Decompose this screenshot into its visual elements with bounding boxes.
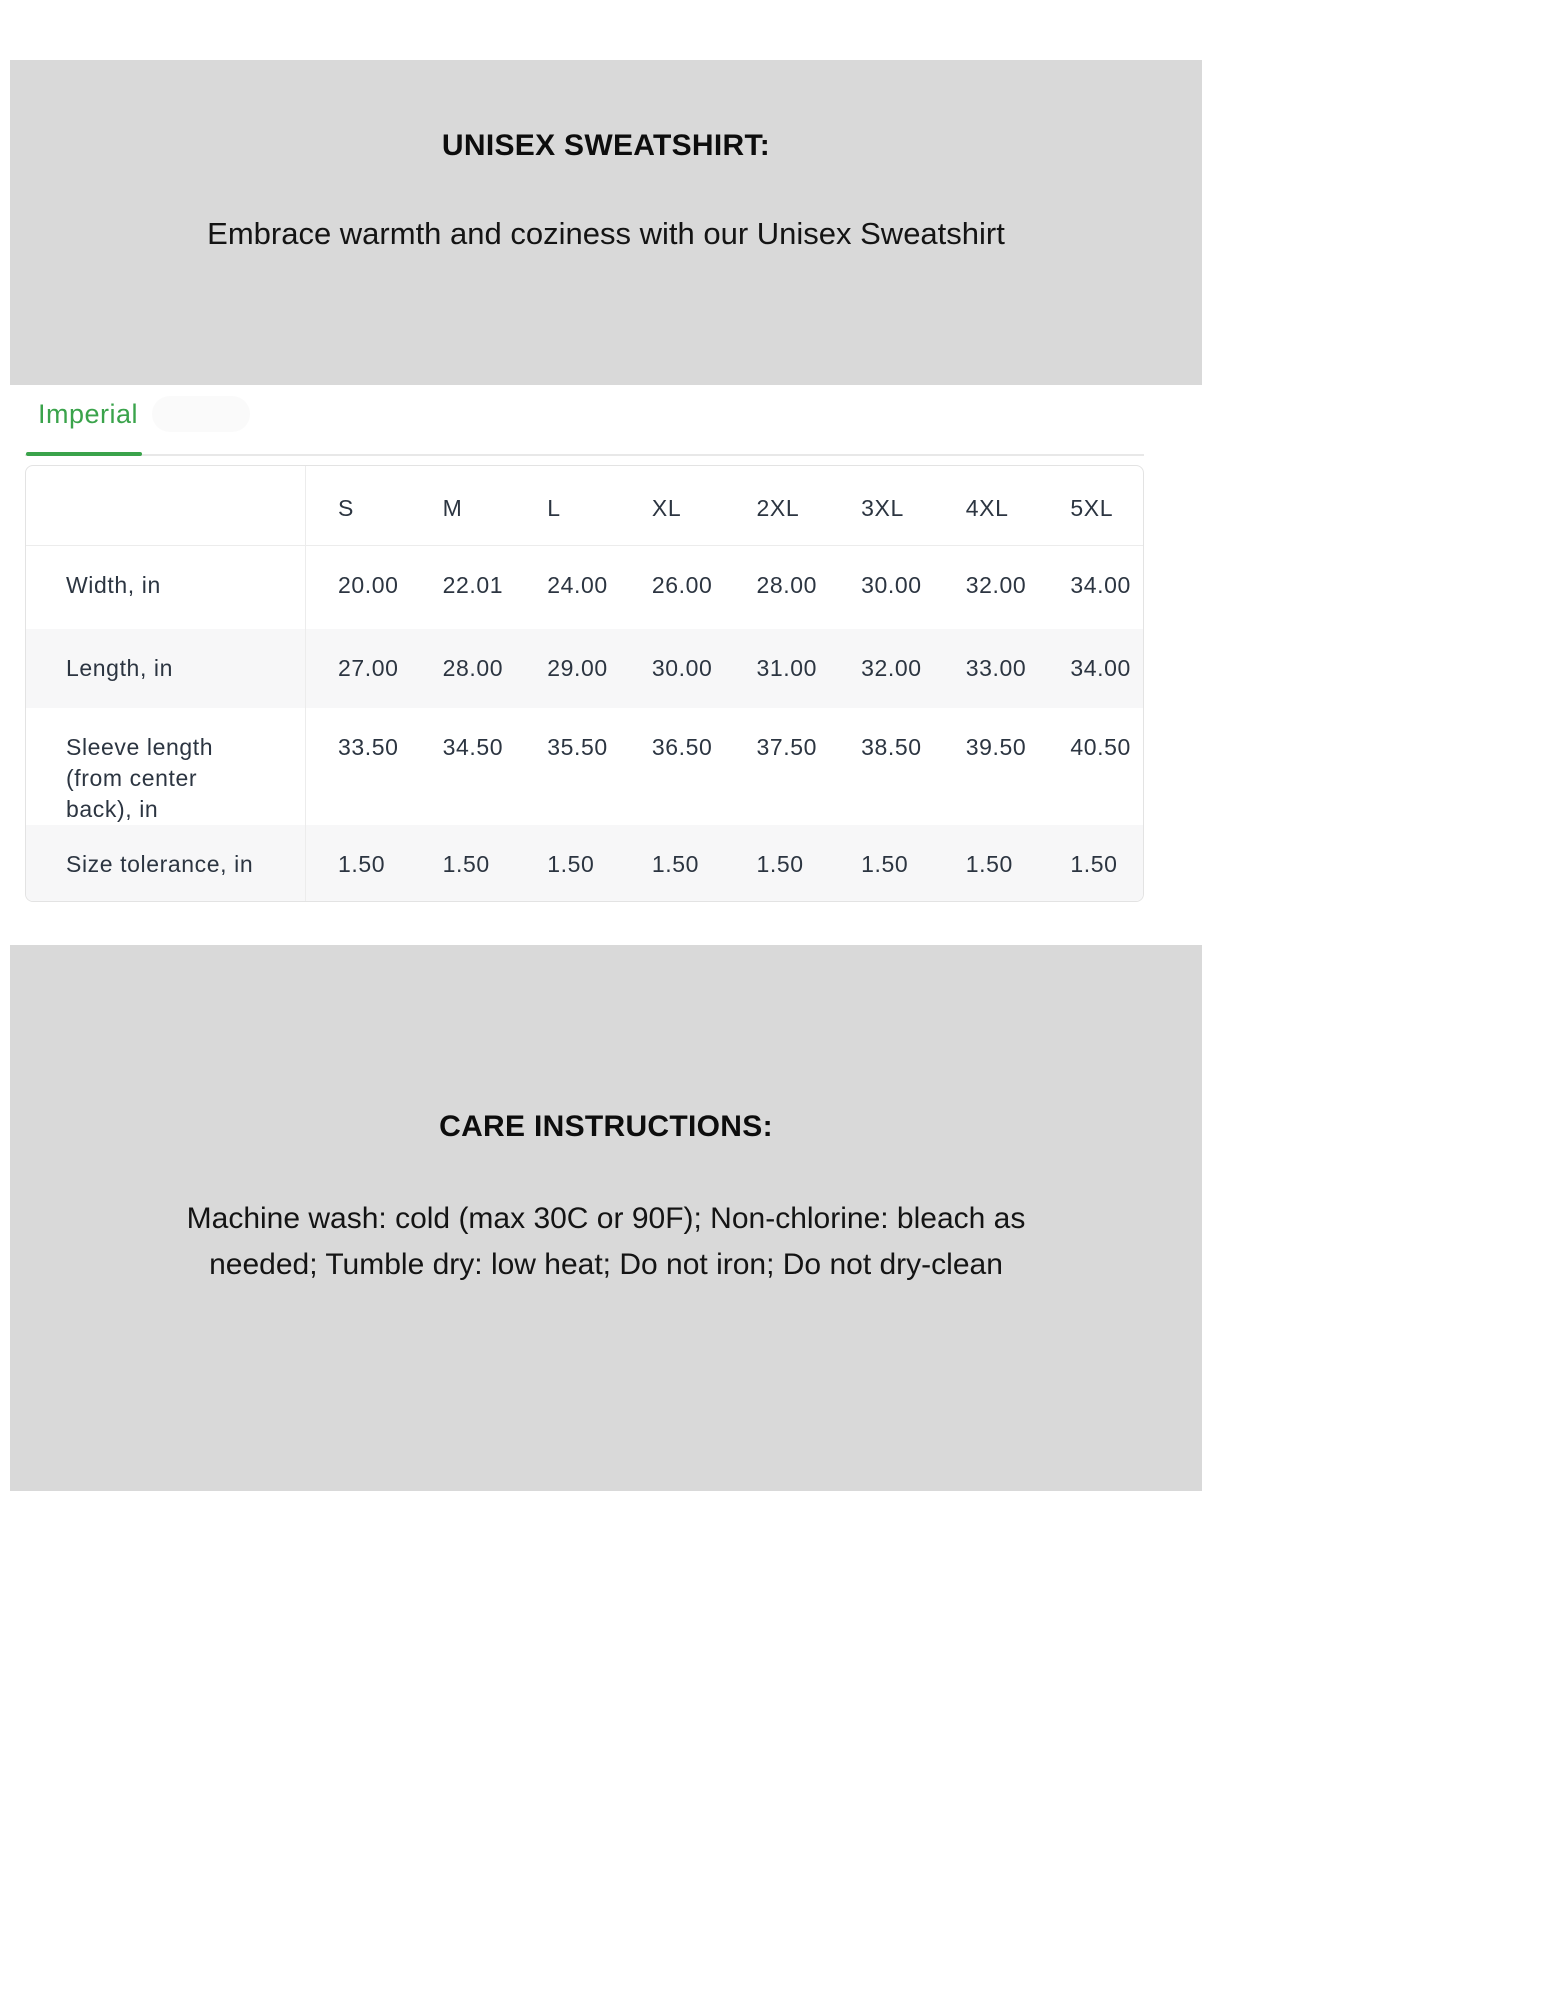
measurement-value: 37.50 xyxy=(756,734,818,760)
measurement-label: Size tolerance, in xyxy=(26,825,306,902)
measurement-value: 1.50 xyxy=(1038,825,1143,902)
size-chart xyxy=(25,465,1144,902)
product-title: UNISEX SWEATSHIRT: xyxy=(441,129,771,162)
size-chart-table xyxy=(26,466,1143,902)
measurement-value: 1.50 xyxy=(515,825,620,902)
measurement-value: 35.50 xyxy=(547,734,608,760)
measurement-value: 26.00 xyxy=(651,572,713,598)
measurement-value: 24.00 xyxy=(547,572,608,598)
care-instructions-title: CARE INSTRUCTIONS: xyxy=(439,1110,773,1143)
measurement-label: Width, in xyxy=(26,546,306,629)
size-column-header-s: S xyxy=(306,466,411,546)
measurement-value: 32.00 xyxy=(829,629,934,708)
size-chart-header-row xyxy=(26,466,1143,546)
size-chart-body xyxy=(26,546,1143,902)
measurement-value: 34.50 xyxy=(442,734,504,760)
size-column-header-l: L xyxy=(515,466,620,546)
product-header-block xyxy=(10,60,1202,385)
size-chart-row xyxy=(26,825,1143,902)
size-chart-corner-cell xyxy=(26,466,306,546)
measurement-value: 1.50 xyxy=(934,825,1039,902)
size-chart-row xyxy=(26,546,1143,629)
care-instructions-line: needed; Tumble dry: low heat; Do not iron; Do not dry-clean xyxy=(209,1248,1003,1281)
size-chart-header xyxy=(26,466,1143,546)
size-column-header-5xl: 5XL xyxy=(1038,466,1143,546)
measurement-value: 39.50 xyxy=(965,734,1027,760)
measurement-value: 20.00 xyxy=(338,572,399,598)
tab-placeholder[interactable] xyxy=(152,396,250,432)
tab-divider-rule xyxy=(25,454,1144,456)
measurement-value: 22.01 xyxy=(442,572,504,598)
care-instructions-line: Machine wash: cold (max 30C or 90F); Non-chlorine: bleach as xyxy=(186,1202,1026,1235)
measurement-value: 1.50 xyxy=(725,825,830,902)
size-chart-row xyxy=(26,629,1143,708)
measurement-value: 27.00 xyxy=(306,629,411,708)
active-tab-underline xyxy=(26,452,142,456)
measurement-value: 30.00 xyxy=(861,572,922,598)
measurement-value: 1.50 xyxy=(306,825,411,902)
size-column-header-4xl: 4XL xyxy=(934,466,1039,546)
size-column-header-m: M xyxy=(411,466,516,546)
measurement-value: 31.00 xyxy=(725,629,830,708)
measurement-value: 32.00 xyxy=(965,572,1027,598)
care-instructions-text xyxy=(10,1196,1202,1288)
size-column-header-3xl: 3XL xyxy=(829,466,934,546)
tab-imperial[interactable]: Imperial xyxy=(38,399,139,429)
measurement-value: 1.50 xyxy=(829,825,934,902)
size-column-header-2xl: 2XL xyxy=(725,466,830,546)
measurement-value: 1.50 xyxy=(411,825,516,902)
care-instructions-block xyxy=(10,945,1202,1491)
product-subtitle: Embrace warmth and coziness with our Unisex Sweatshirt xyxy=(207,216,1005,251)
measurement-label: Length, in xyxy=(26,629,306,708)
measurement-value: 33.50 xyxy=(338,734,399,760)
measurement-value: 1.50 xyxy=(620,825,725,902)
measurement-value: 28.00 xyxy=(411,629,516,708)
measurement-value: 30.00 xyxy=(620,629,725,708)
measurement-value: 33.00 xyxy=(934,629,1039,708)
measurement-value: 40.50 xyxy=(1070,734,1131,760)
measurement-value: 28.00 xyxy=(756,572,818,598)
measurement-value: 36.50 xyxy=(651,734,713,760)
measurement-value: 34.00 xyxy=(1038,629,1143,708)
size-chart-row xyxy=(26,708,1143,825)
measurement-label: Sleeve length (from center back), in xyxy=(26,708,306,825)
measurement-value: 38.50 xyxy=(861,734,922,760)
size-column-header-xl: XL xyxy=(620,466,725,546)
measurement-value: 34.00 xyxy=(1070,572,1131,598)
measurement-value: 29.00 xyxy=(515,629,620,708)
